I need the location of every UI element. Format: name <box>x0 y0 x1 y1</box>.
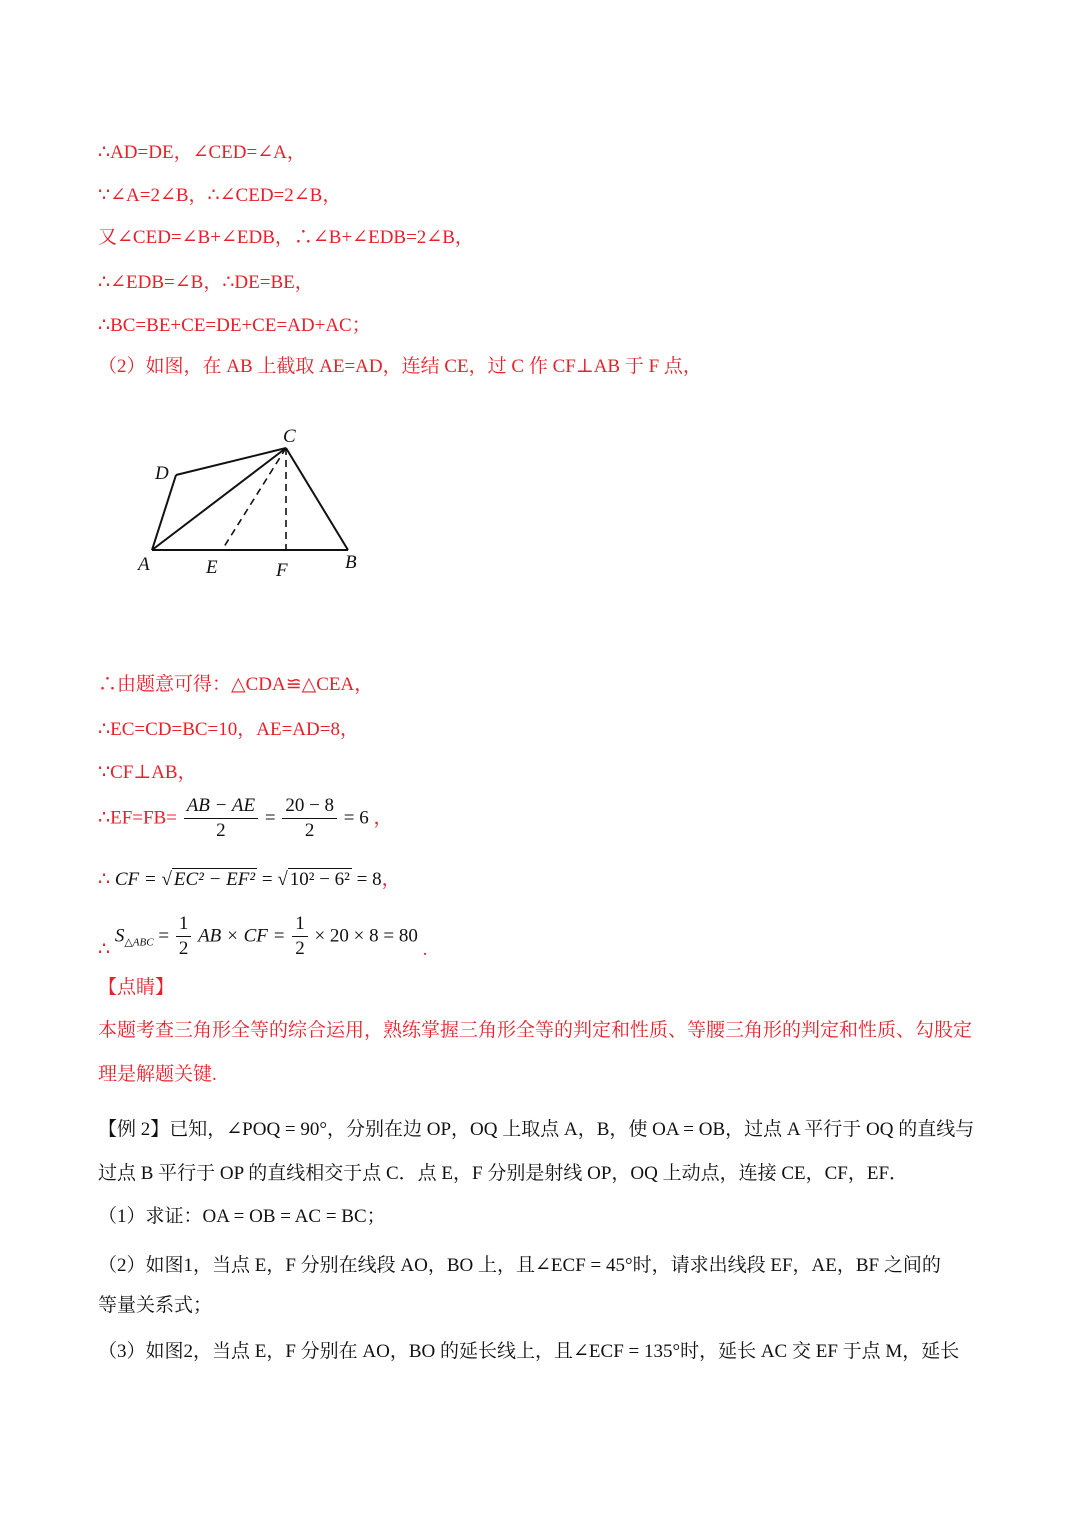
solution-line-4: ∴∠EDB=∠B，∴DE=BE， <box>98 272 314 293</box>
example2-line-5: 等量关系式； <box>98 1295 213 1316</box>
solution-line-6: （2）如图，在 AB 上截取 AE=AD，连结 CE，过 C 作 CF⊥AB 于 F 点， <box>98 356 702 377</box>
label-c: C <box>283 426 296 447</box>
segment-ac <box>152 448 286 550</box>
area-symbol: S <box>114 925 125 947</box>
label-a: A <box>138 554 150 575</box>
label-e: E <box>206 557 218 578</box>
sqrt-10-6: 10² − 6² <box>289 869 350 890</box>
solution-line-7: ∴由题意可得：△CDA≌△CEA， <box>98 674 374 695</box>
example2-line-2: 过点 B 平行于 OP 的直线相交于点 C．点 E，F 分别是射线 OP，OQ 上动点，连接 CE，CF，EF． <box>98 1163 909 1184</box>
solution-line-9: ∵CF⊥AB， <box>98 762 197 783</box>
label-d: D <box>155 463 169 484</box>
segment-cb <box>286 448 348 550</box>
solution-line-12: ∴ $S_{\triangle ABC}$ = $\frac{1}{2}$ AB × CF = $\frac{1}{2}$ × 20 × 8 = 80 . <box>98 913 428 960</box>
comment-heading: 【点睛】 <box>98 977 175 998</box>
label-f: F <box>276 560 288 581</box>
solution-line-2: ∵∠A=2∠B，∴∠CED=2∠B， <box>98 185 342 206</box>
example2-line-3: （1）求证：OA = OB = AC = BC； <box>98 1206 386 1227</box>
example2-line-6: （3）如图2，当点 E，F 分别在 AO，BO 的延长线上，且∠ECF = 135°时，延长 AC 交 EF 于点 M，延长 <box>98 1341 960 1362</box>
solution-line-1: ∴AD=DE，∠CED=∠A， <box>98 142 306 163</box>
segment-ce-dashed <box>222 448 286 550</box>
example2-line-1: 【例 2】已知，∠POQ = 90°，分别在边 OP，OQ 上取点 A，B，使 OA = OB，过点 A 平行于 OQ 的直线与 <box>98 1119 975 1140</box>
fraction-half-2: $\frac{1}{2}$ <box>292 912 308 961</box>
label-b: B <box>345 552 357 573</box>
solution-line-11: ∴ CF = √ EC² − EF² = √ 10² − 6² = 8， <box>98 869 401 890</box>
ef-fb-prefix: ∴EF=FB= <box>98 807 177 829</box>
solution-line-8: ∴EC=CD=BC=10，AE=AD=8， <box>98 719 359 740</box>
segment-ad <box>152 475 176 550</box>
fraction-20-8: $\frac{20 - 8}{2}$ <box>282 794 337 843</box>
fraction-ab-ae: $\frac{AB - AE}{2}$ <box>184 794 258 843</box>
solution-line-3: 又∠CED=∠B+∠EDB，∴∠B+∠EDB=2∠B， <box>98 227 474 248</box>
fraction-half-1: $\frac{1}{2}$ <box>176 912 192 961</box>
solution-line-10: ∴EF=FB= $\frac{AB - AE}{2}$ = $\frac{20 - 8}{2}$ = 6 ， <box>98 795 393 841</box>
geometry-figure <box>130 420 380 585</box>
ef-fb-result: = 6 <box>343 807 369 829</box>
solution-line-5: ∴BC=BE+CE=DE+CE=AD+AC； <box>98 315 371 336</box>
sqrt-ec-ef: EC² − EF² <box>173 869 256 890</box>
comment-text-line-2: 理是解题关键. <box>98 1064 217 1085</box>
cf-expression: CF = <box>114 869 162 890</box>
comment-text-line-1: 本题考查三角形全等的综合运用，熟练掌握三角形全等的判定和性质、等腰三角形的判定和性质、勾股定 <box>98 1020 973 1041</box>
example2-line-4: （2）如图1，当点 E，F 分别在线段 AO，BO 上，且∠ECF = 45°时，请求出线段 EF，AE，BF 之间的 <box>98 1255 941 1276</box>
